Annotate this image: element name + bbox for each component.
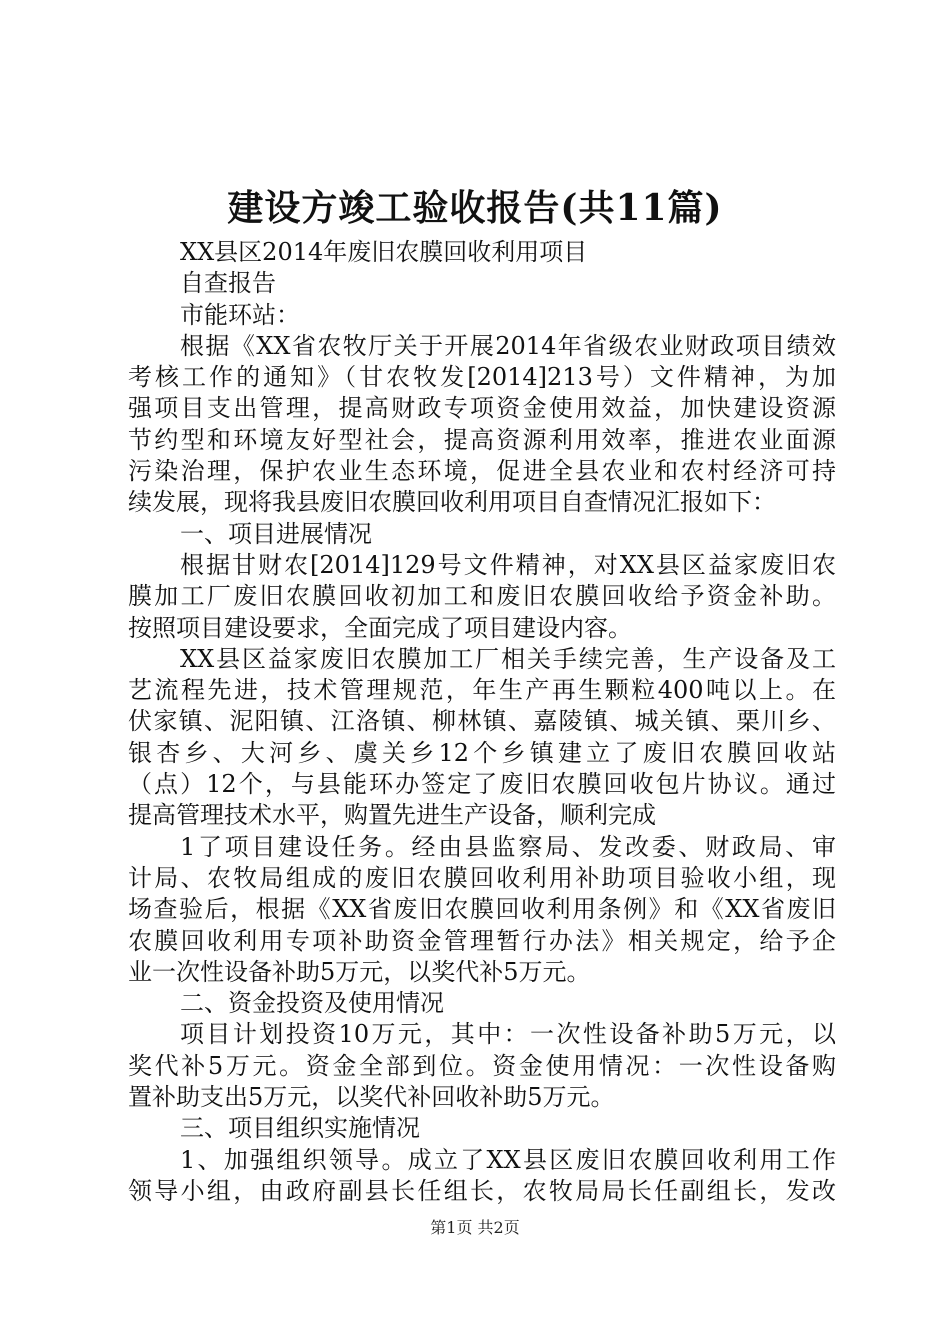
- text-line: 计局、农牧局组成的废旧农膜回收利用补助项目验收小组，现: [128, 863, 836, 892]
- text-line: 强项目支出管理，提高财政专项资金使用效益，加快建设资源: [128, 394, 836, 423]
- text-line: 续发展，现将我县废旧农膜回收利用项目自查情况汇报如下：: [128, 488, 776, 517]
- text-line: 场查验后，根据《XX省废旧农膜回收利用条例》和《XX省废旧: [128, 895, 836, 924]
- text-line: 根据《XX省农牧厅关于开展2014年省级农业财政项目绩效: [180, 331, 836, 360]
- document-body: [128, 237, 836, 1207]
- text-line: 根据甘财农[2014]129号文件精神，对XX县区益家废旧农: [180, 550, 836, 579]
- page-footer: 第1页 共2页: [430, 1218, 520, 1237]
- text-line: 银杏乡、大河乡、虞关乡12个乡镇建立了废旧农膜回收站: [128, 738, 836, 767]
- text-line: 奖代补5万元。资金全部到位。资金使用情况：一次性设备购: [128, 1051, 836, 1080]
- text-line: 业一次性设备补助5万元，以奖代补5万元。: [128, 957, 591, 986]
- text-line: 农膜回收利用专项补助资金管理暂行办法》相关规定，给予企: [128, 926, 836, 955]
- text-line: 置补助支出5万元，以奖代补回收补助5万元。: [128, 1083, 615, 1112]
- text-line: 污染治理，保护农业生态环境，促进全县农业和农村经济可持: [128, 457, 836, 486]
- text-line: 自查报告: [180, 269, 276, 298]
- text-line: 领导小组，由政府副县长任组长，农牧局局长任副组长，发改: [128, 1176, 836, 1205]
- text-line: 提高管理技术水平，购置先进生产设备，顺利完成: [128, 801, 656, 830]
- section-heading: 一、项目进展情况: [180, 519, 372, 548]
- section-heading: 三、项目组织实施情况: [180, 1114, 420, 1143]
- text-line: 考核工作的通知》（甘农牧发[2014]213号）文件精神，为加: [128, 363, 836, 392]
- text-line: 市能环站：: [180, 300, 300, 329]
- text-line: 按照项目建设要求，全面完成了项目建设内容。: [128, 613, 632, 642]
- text-line: XX县区益家废旧农膜加工厂相关手续完善，生产设备及工: [180, 644, 836, 673]
- text-line: XX县区2014年废旧农膜回收利用项目: [180, 238, 588, 266]
- text-line: 膜加工厂废旧农膜回收初加工和废旧农膜回收给予资金补助。: [128, 582, 836, 611]
- text-line: 1、加强组织领导。成立了XX县区废旧农膜回收利用工作: [180, 1145, 836, 1174]
- text-line: 伏家镇、泥阳镇、江洛镇、柳林镇、嘉陵镇、城关镇、栗川乡、: [128, 707, 836, 736]
- text-line: 节约型和环境友好型社会，提高资源利用效率，推进农业面源: [128, 425, 836, 454]
- text-line: 艺流程先进，技术管理规范，年生产再生颗粒400吨以上。在: [128, 676, 836, 705]
- text-line: 项目计划投资10万元，其中：一次性设备补助5万元，以: [180, 1020, 836, 1049]
- text-line: 1了项目建设任务。经由县监察局、发改委、财政局、审: [180, 832, 836, 861]
- text-line: （点）12个，与县能环办签定了废旧农膜回收包片协议。通过: [128, 770, 836, 799]
- section-heading: 二、资金投资及使用情况: [180, 989, 444, 1018]
- document-title: 建设方竣工验收报告(共11篇): [227, 187, 723, 229]
